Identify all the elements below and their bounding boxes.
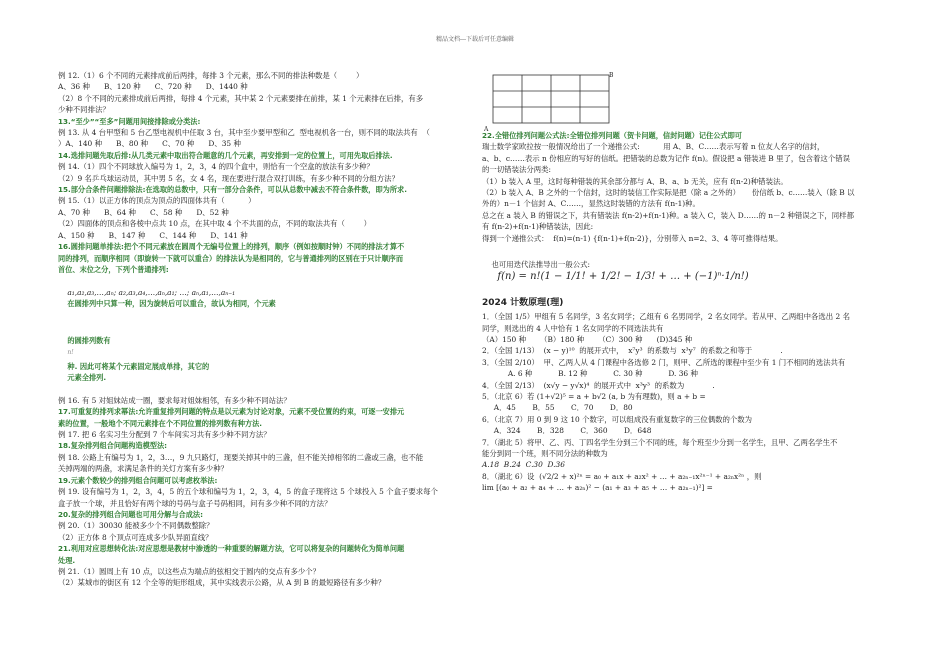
right-line: 有 f(n-2)+f(n-1)种错装法，因此: xyxy=(482,222,594,232)
left-line: （2）9 名乒乓球运动员，其中男 5 名，女 4 名，现在要进行混合双打训练，有多少种不同的分组方法？ xyxy=(58,173,399,183)
left2-line: 例 17. 把 6 名实习生分配到 7 个车间实习共有多少种不同方法？ xyxy=(58,430,271,440)
right2-line: lim [(a₀ + a₂ + a₄ + … + a₂ₙ)² − (a₁ + a₃ + a₅ + … + a₂ₙ₋₁)²] = xyxy=(482,483,713,493)
left-line: 首位、末位之分，下列个普通排列: xyxy=(58,264,169,274)
left2-line: （2）某城市的街区有 12 个全等的矩形组成，其中实线表示公路，从 A 到 B 的最短路径有多少种？ xyxy=(58,578,386,588)
left2-line: 21.利用对应思想转化法:对应思想是教材中渗透的一种重要的解题方法，它可以将复杂的问题转化为简单问题 xyxy=(58,544,405,554)
left2-line: （2）正方体 8 个顶点可连成多少队异面直线？ xyxy=(58,532,213,542)
right-line: 的一切错装法分两类: xyxy=(482,165,552,175)
left-line: A、36 种 B、120 种 C、720 种 D、1440 种 xyxy=(58,82,248,92)
right-line: 总之在 a 装入 B 的错误之下，共有错装法 f(n-2)+f(n-1)种。a 装入 C，装入 D……的 n－2 种错误之下，同样都 xyxy=(482,210,854,220)
right2-line: A.18 B.24 C.30 D.36 xyxy=(482,460,565,470)
right2-line: 5．（北京 6）若 (1+√2)⁵ = a + b√2 (a, b 为有理数)，则 a + b = xyxy=(482,391,706,401)
right-line: 22.全错位排列问题公式法:全错位排列问题（贺卡问题，信封问题）记住公式即可 xyxy=(482,131,742,140)
right2-line: 8．（湖北 6）设 (√2/2 + x)²ⁿ = a₀ + a₁x + a₂x² + … + a₂ₙ₋₁x²ⁿ⁻¹ + a₂ₙx²ⁿ ，则 xyxy=(482,471,762,481)
left-line: （2）8 个不同的元素排成前后两排，每排 4 个元素，其中某 2 个元素要排在前排，某 1 个元素排在后排，有多 xyxy=(58,93,424,103)
left-line: （2）四面体的顶点和各棱中点共 10 点，在其中取 4 个不共面的点，不同的取法共有（ ） xyxy=(58,219,372,229)
left2-line: 17.可重复的排列求幂法:允许重复排列问题的特点是以元素为讨论对象，元素不受位置的约束，可逐一安排元 xyxy=(58,407,405,417)
left2-line: 例 21.（1）圆周上有 10 点，以这些点为端点的弦相交于圆内的交点有多少个？ xyxy=(58,566,321,576)
right2-line: 能分到同一个班，则不同分法的种数为 xyxy=(482,448,608,458)
left-line: 例 14.（1）四个不同球放入编号为 1，2，3，4 的四个盒中，则恰有一个空盒的放法有多少种？ xyxy=(58,162,374,172)
left-line: 16.圆排问题单排法:把个不同元素放在圆周个无编号位置上的排列，顺序（例如按顺时钟）不同的排法才算不 xyxy=(58,242,405,252)
right-line: （1）b 装入 A 里，这时每种错装的其余部分都与 A、B、a、b 无关，应有 f(n-2)种错装法。 xyxy=(482,176,788,186)
grid-label-a: A xyxy=(484,126,489,133)
left2-line: 例 19. 设有编号为 1，2，3，4，5 的五个球和编号为 1，2，3，4，5 的盒子现将这 5 个球投入 5 个盒子要求每个 xyxy=(58,487,438,497)
left-line: 例 12.（1）6 个不同的元素排成前后两排，每排 3 个元素，那么不同的排法种数是（ ） xyxy=(58,71,364,80)
page-header: 精品文档---下载后可任意编辑 xyxy=(435,36,515,43)
left2-line: 盒子放一个球，并且恰好有两个球的号码与盒子号码相同，问有多少种不同的方法？ xyxy=(58,498,332,508)
left2-line: 素的位置，一般地个不同元素排在个不同位置的排列数有种方法. xyxy=(58,418,262,428)
right2-line: （A）150 种 （B）180 种 （C）300 种 (D)345 种 xyxy=(482,334,693,344)
left2-line: 18.复杂排列组合问题构造模型法: xyxy=(58,441,168,451)
left-line: 例 15.（1）以正方体的顶点为顶点的四面体共有（ ） xyxy=(58,196,256,206)
left2-line: 例 20.（1）30030 能被多少个不同偶数整除？ xyxy=(58,521,214,531)
section-title: 2024 计数原理(理) xyxy=(482,297,564,308)
right2-line: 7．（湖北 5）将甲、乙、丙、丁四名学生分到三个不同的班，每个班至少分到一名学生，且甲、乙两名学生不 xyxy=(482,437,838,447)
right2-line: 4．（全国 2/13） (x√y − y√x)⁴ 的展开式中 x³y³ 的系数为 . xyxy=(482,380,715,390)
general-formula-line: 也可用迭代法推导出一般公式: f(n) = n!(1 − 1/1! + 1/2! − 1/3! + … + (−1)ⁿ·1/n!) xyxy=(491,260,749,282)
left-line: A、150 种 B、147 种 C、144 种 D、141 种 xyxy=(58,230,248,240)
right-line: 外的）n－1 个信封 A、C……，显然这时装错的方法有 f(n-1)种。 xyxy=(482,199,700,209)
right-line: （2）b 装入 A、B 之外的一个信封，这时的装信工作实际是把（除 a 之外的） 份信纸 b、c……装入（除 B 以 xyxy=(482,188,855,198)
right2-line: 同学，则选出的 4 人中恰有 1 名女同学的不同选法共有 xyxy=(482,323,664,333)
circular-count-fraction: n! xyxy=(67,348,74,356)
left-line: 少种不同排法？ xyxy=(58,105,110,115)
grid-label-b: B xyxy=(609,72,614,79)
left2-line: 关掉两端的两盏，求满足条件的关灯方案有多少种？ xyxy=(58,464,228,474)
right2-line: A．45 B．55 C．70 D．80 xyxy=(482,403,633,413)
left-line: ）A、140 种 B、80 种 C、70 种 D、35 种 xyxy=(58,139,241,149)
street-grid-figure xyxy=(482,70,622,133)
right-line: 瑞士数学家欧拉按一般情况给出了一个递推公式: 用 A、B、C……表示写着 n 位友人名字的信封， xyxy=(482,142,825,152)
left-line: 15.部分合条件问题排除法:在选取的总数中，只有一部分合条件，可以从总数中减去不符合条件数，即为所求. xyxy=(58,185,407,195)
right-column xyxy=(482,70,892,494)
left2-line: 例 16. 有 5 对姐妹站成一圈，要求每对姐妹相邻，有多少种不同站法？ xyxy=(58,395,291,405)
left-line: A、70 种 B、64 种 C、58 种 D、52 种 xyxy=(58,207,229,217)
right2-line: A．324 B．328 C．360 D．648 xyxy=(482,426,652,436)
left2-line: 处理. xyxy=(58,555,76,565)
circular-permutation-sequence: a₁,a₂,a₃,…,aₙ; a₂,a₃,a₄,…,aₙ,a₁; …; aₙ,a₁,…,aₙ₋₁ 在圆排列中只算一种，因为旋转后可以重合，故认为相同，个元素 xyxy=(67,287,276,309)
left2-line: 19.元素个数较少的排列组合问题可以考虑枚举法: xyxy=(58,475,218,485)
right-line: a、b、c……表示 n 份相应的写好的信纸。把错装的总数为记作 f(n)。假设把 a 错装进 B 里了，包含着这个错误 xyxy=(482,153,850,163)
street-grid-svg xyxy=(488,71,618,129)
right-line: 得到一个递推公式： f(n)=(n-1) {f(n-1)+f(n-2)}，分别带入 n=2、3、4 等可推得结果。 xyxy=(482,233,783,243)
left2-line: 20.复杂的排列组合问题也可用分解与合成法: xyxy=(58,509,203,519)
right2-line: 1．（全国 1/5）甲组有 5 名同学，3 名女同学；乙组有 6 名男同学，2 名女同学。若从甲、乙两组中各选出 2 名 xyxy=(482,312,850,322)
left-column xyxy=(58,70,468,589)
derangement-formula: f(n) = n!(1 − 1/1! + 1/2! − 1/3! + … + (−1)ⁿ·1/n!) xyxy=(497,270,749,282)
left-line: 14.选排问题先取后排:从几类元素中取出符合题意的几个元素，再安排到一定的位置上，可用先取后排法. xyxy=(58,150,393,160)
left2-line: 例 18. 公路上有编号为 1，2，3…，9 九只路灯，现要关掉其中的三盏，但不能关掉相邻的二盏或三盏，也不能 xyxy=(58,452,424,462)
left-line: 例 13. 从 4 台甲型和 5 台乙型电视机中任取 3 台，其中至少要甲型和乙 型电视机各一台，则不同的取法共有 （ xyxy=(58,128,430,138)
right2-line: 6．（北京 7）用 0 到 9 这 10 个数字，可以组成没有重复数字的三位偶数的个数为 xyxy=(482,414,753,424)
circular-permutation-count: 的圆排列数有 $^{n!}$ 种. 因此可将某个元素固定展成单排，其它的 元素全排列. xyxy=(67,336,210,383)
right2-line: 3．（全国 2/10） 甲、乙两人从 4 门课程中各选修 2 门，则甲、乙所选的课程中至少有 1 门不相同的选法共有 xyxy=(482,357,846,367)
right2-line: A. 6 种 B. 12 种 C. 30 种 D. 36 种 xyxy=(482,369,698,379)
right2-line: 2．（全国 1/13） (x − y)¹⁰ 的展开式中， x⁷y³ 的系数与 x³y⁷ 的系数之和等于 . xyxy=(482,346,783,356)
left-line: 13.“至少”“至多”问题用间接排除或分类法: xyxy=(58,116,201,126)
left-line: 同的排列，而顺序相同（即旋转一下就可以重合）的排法认为是相同的，它与普通排列的区别在于只计顺序而 xyxy=(58,253,404,263)
